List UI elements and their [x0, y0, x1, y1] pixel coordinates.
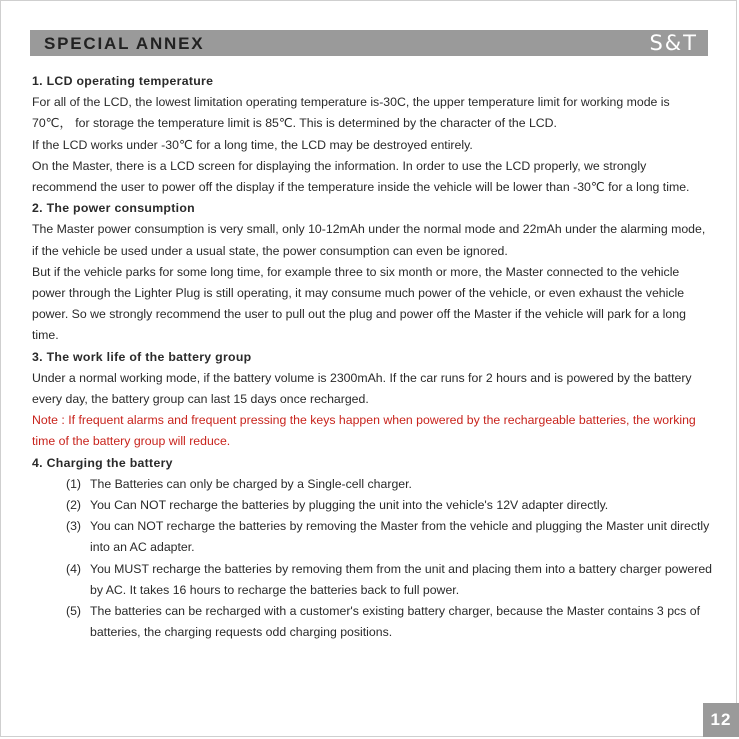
warning-note: Note : If frequent alarms and frequent pressing the keys happen when powered by the rechargeable batteries, the working time of the battery group will reduce.: [32, 413, 696, 449]
list-item-text: You can NOT recharge the batteries by removing the Master from the vehicle and plugging the Master unit directly into an AC adapter.: [90, 519, 710, 555]
list-item-number: (4): [66, 561, 82, 576]
paragraph: But if the vehicle parks for some long time, for example three to six month or more, the Master connected to the vehicle power through the Lighter Plug is still operating, it may consume much power of the vehicle, or even exhaust the vehicle power. So we strongly recommend the user to pull out the plug and power off the Master if the vehicle will park for a long time.: [32, 264, 686, 343]
list-item-text: The batteries can be recharged with a customer's existing battery charger, because the Master contains 3 pcs of batteries, the charging requests odd charging positions.: [90, 604, 700, 640]
list-item-text: You MUST recharge the batteries by removing them from the unit and placing them into a battery charger powered by AC. It takes 16 hours to recharge the batteries back to full power.: [90, 561, 713, 597]
list-item-text: You Can NOT recharge the batteries by plugging the unit into the vehicle's 12V adapter directly.: [90, 498, 609, 513]
section-heading: 4. Charging the battery: [32, 455, 173, 470]
list-item-number: (3): [66, 519, 82, 534]
section-header-bar: [30, 30, 708, 56]
section-heading: 1. LCD operating temperature: [32, 74, 214, 88]
charging-instructions-list: [32, 474, 712, 644]
paragraph: The Master power consumption is very small, only 10-12mAh under the normal mode and 22mAh under the alarming mode, if the vehicle be used under a usual state, the power consumption can even be ignored.: [32, 222, 706, 258]
list-item: [32, 559, 712, 601]
list-item: [32, 474, 712, 495]
list-item-number: (2): [66, 498, 82, 513]
document-body: [32, 71, 712, 643]
paragraph: Under a normal working mode, if the battery volume is 2300mAh. If the car runs for 2 hours and is powered by the battery every day, the battery group can last 15 days once recharged.: [32, 370, 692, 407]
paragraph: For all of the LCD, the lowest limitation operating temperature is-30C, the upper temperature limit for working mode is 70℃， for storage the temperature limit is 85℃. This is determined by the character of the LCD.: [32, 95, 670, 131]
brand-logo: S&T: [649, 31, 698, 55]
paragraph: If the LCD works under -30℃ for a long time, the LCD may be destroyed entirely.: [32, 137, 473, 152]
list-item-number: (5): [66, 604, 82, 619]
section-heading: 3. The work life of the battery group: [32, 349, 252, 364]
list-item: [32, 516, 712, 558]
list-item: [32, 495, 712, 516]
page-title: SPECIAL ANNEX: [44, 34, 205, 53]
section-heading: 2. The power consumption: [32, 201, 195, 216]
list-item-number: (1): [66, 476, 82, 491]
list-item: [32, 601, 712, 643]
paragraph: On the Master, there is a LCD screen for displaying the information. In order to use the LCD properly, we strongly recommend the user to power off the display if the temperature inside the vehicle will be lower than -30℃ for a long time.: [32, 158, 690, 195]
list-item-text: The Batteries can only be charged by a Single-cell charger.: [90, 476, 412, 491]
page-number-badge: 12: [703, 703, 739, 737]
